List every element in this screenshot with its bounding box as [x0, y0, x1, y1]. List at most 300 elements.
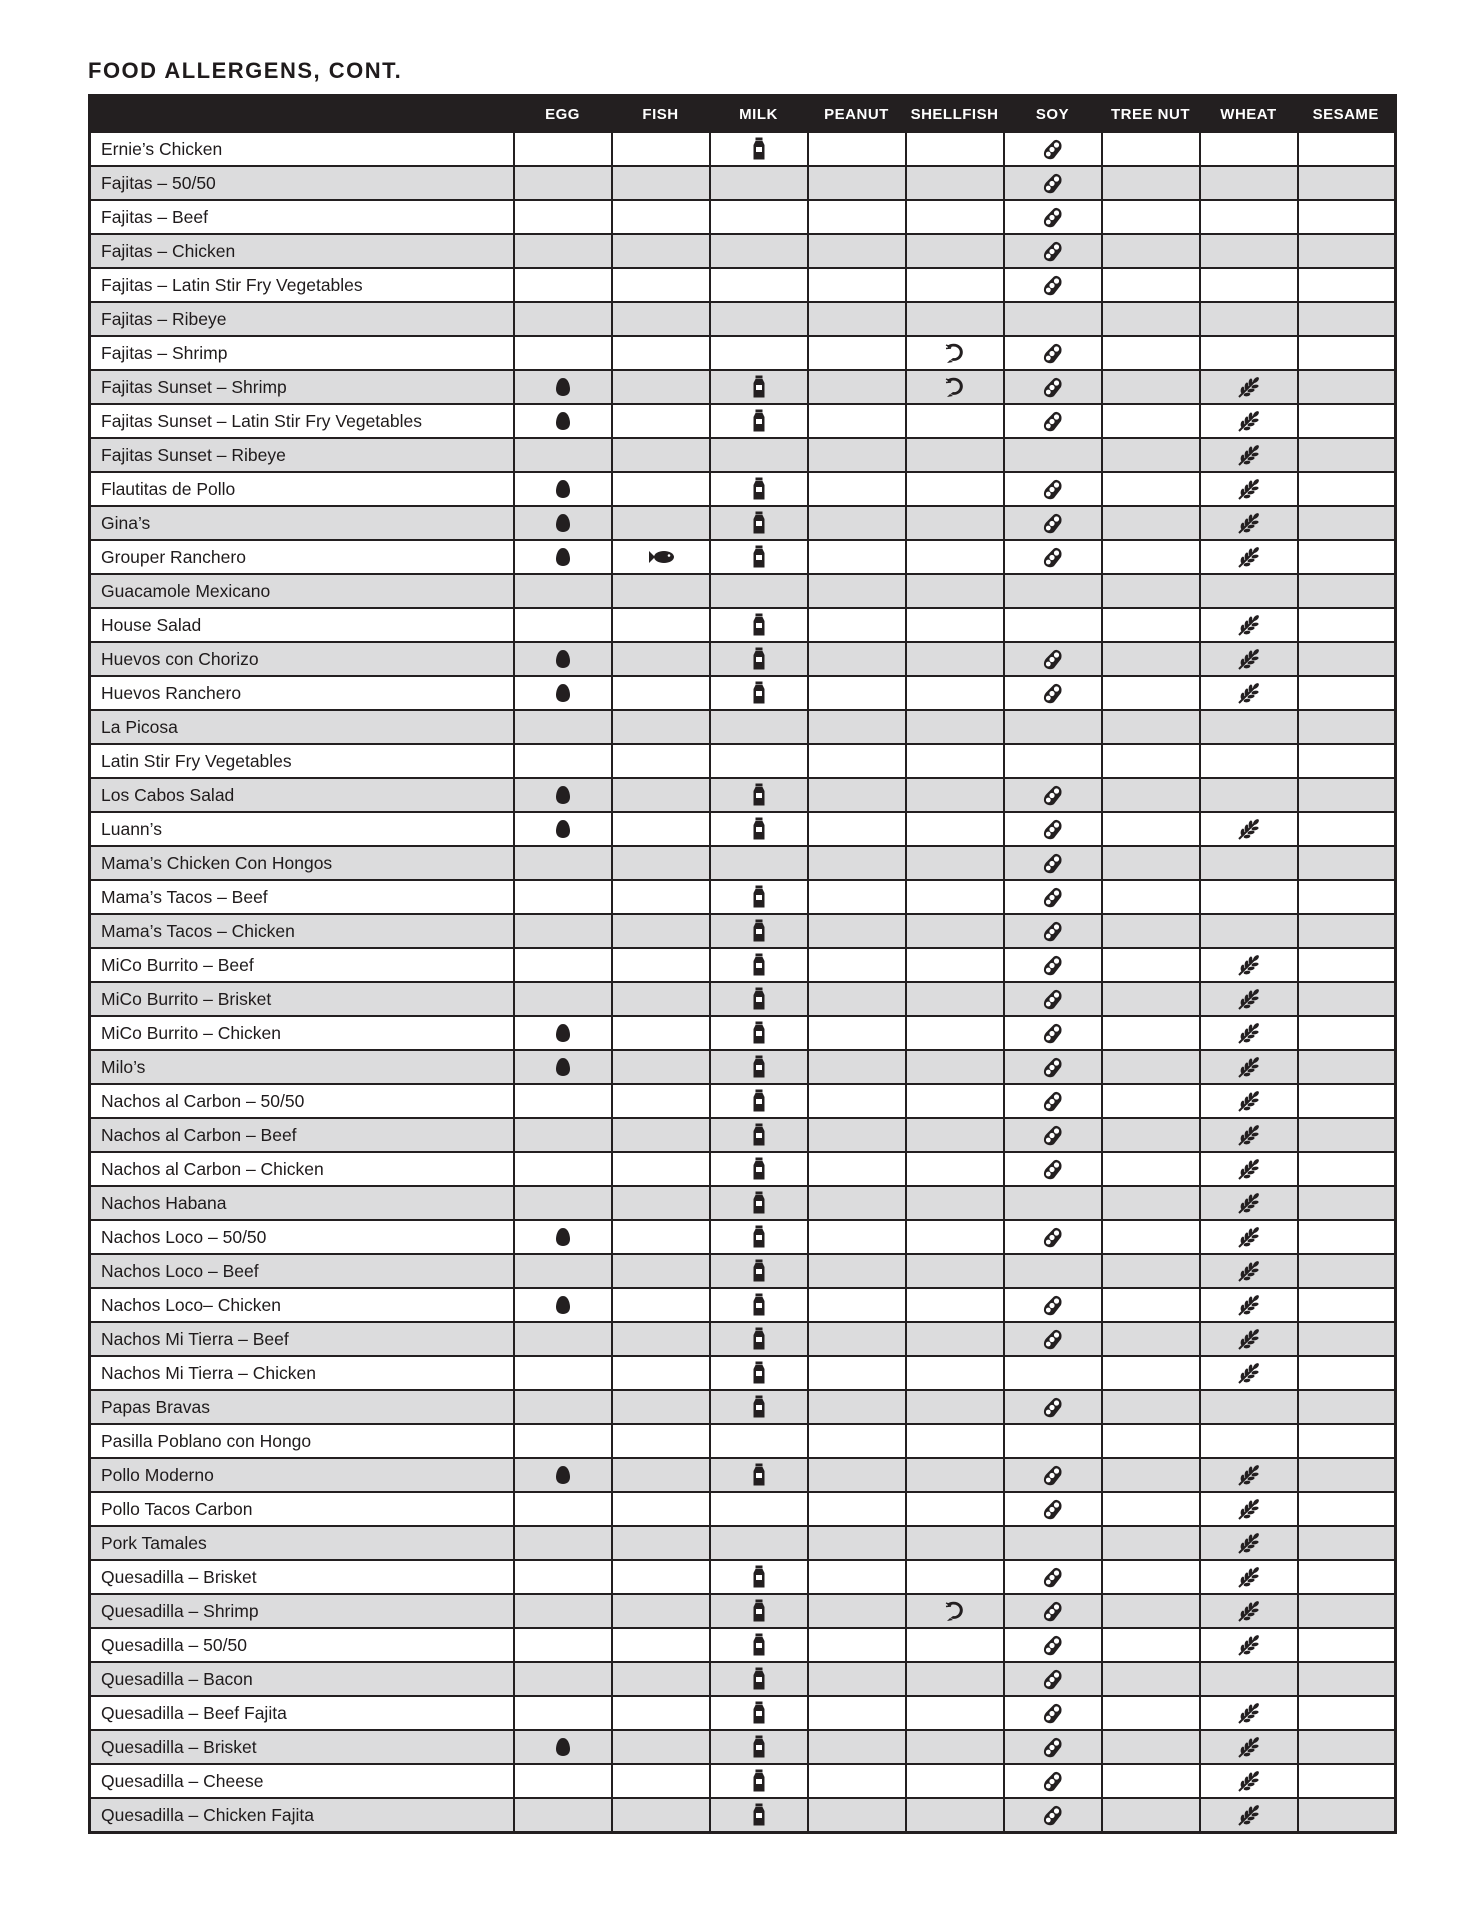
table-row — [90, 1594, 1396, 1628]
dish-name: Nachos al Carbon – Beef — [90, 1118, 514, 1152]
cell-peanut — [808, 982, 906, 1016]
fish-icon — [647, 549, 675, 565]
soybean-icon — [1042, 1634, 1064, 1656]
cell-wheat — [1200, 574, 1298, 608]
cell-fish — [612, 234, 710, 268]
cell-milk — [710, 1220, 808, 1254]
soybean-icon — [1042, 1056, 1064, 1078]
cell-milk — [710, 642, 808, 676]
table-row — [90, 744, 1396, 778]
cell-wheat — [1200, 234, 1298, 268]
cell-shellfish — [906, 1628, 1004, 1662]
cell-soy — [1004, 1458, 1102, 1492]
cell-fish — [612, 1628, 710, 1662]
cell-treenut — [1102, 1526, 1200, 1560]
table-row — [90, 1492, 1396, 1526]
cell-egg — [514, 1084, 612, 1118]
table-body — [90, 132, 1396, 1833]
cell-shellfish — [906, 132, 1004, 166]
wheat-icon — [1237, 988, 1261, 1010]
cell-shellfish — [906, 1424, 1004, 1458]
cell-fish — [612, 778, 710, 812]
cell-treenut — [1102, 1288, 1200, 1322]
cell-wheat — [1200, 812, 1298, 846]
cell-milk — [710, 744, 808, 778]
cell-treenut — [1102, 1050, 1200, 1084]
cell-fish — [612, 200, 710, 234]
dish-name: Latin Stir Fry Vegetables — [90, 744, 514, 778]
cell-sesame — [1298, 1764, 1396, 1798]
cell-egg — [514, 880, 612, 914]
table-row — [90, 574, 1396, 608]
table-row — [90, 506, 1396, 540]
cell-egg — [514, 1526, 612, 1560]
cell-shellfish — [906, 438, 1004, 472]
egg-icon — [555, 785, 571, 805]
cell-peanut — [808, 438, 906, 472]
cell-milk — [710, 200, 808, 234]
cell-egg — [514, 1254, 612, 1288]
cell-sesame — [1298, 1560, 1396, 1594]
cell-egg — [514, 1152, 612, 1186]
wheat-icon — [1237, 1532, 1261, 1554]
cell-egg — [514, 710, 612, 744]
cell-peanut — [808, 1730, 906, 1764]
cell-egg — [514, 1628, 612, 1662]
cell-soy — [1004, 200, 1102, 234]
cell-treenut — [1102, 166, 1200, 200]
cell-egg — [514, 1390, 612, 1424]
wheat-icon — [1237, 478, 1261, 500]
cell-shellfish — [906, 268, 1004, 302]
cell-treenut — [1102, 812, 1200, 846]
cell-wheat — [1200, 540, 1298, 574]
dish-name: Grouper Ranchero — [90, 540, 514, 574]
table-row — [90, 1696, 1396, 1730]
cell-soy — [1004, 438, 1102, 472]
table-row — [90, 948, 1396, 982]
cell-fish — [612, 268, 710, 302]
cell-shellfish — [906, 472, 1004, 506]
milk-bottle-icon — [752, 817, 766, 841]
soybean-icon — [1042, 648, 1064, 670]
cell-shellfish — [906, 1662, 1004, 1696]
table-row — [90, 1254, 1396, 1288]
dish-name: Fajitas – Chicken — [90, 234, 514, 268]
cell-sesame — [1298, 880, 1396, 914]
soybean-icon — [1042, 1804, 1064, 1826]
cell-shellfish — [906, 234, 1004, 268]
cell-soy — [1004, 1016, 1102, 1050]
cell-wheat — [1200, 1458, 1298, 1492]
cell-egg — [514, 200, 612, 234]
cell-wheat — [1200, 472, 1298, 506]
cell-egg — [514, 1356, 612, 1390]
milk-bottle-icon — [752, 1803, 766, 1827]
cell-sesame — [1298, 1016, 1396, 1050]
cell-fish — [612, 370, 710, 404]
soybean-icon — [1042, 852, 1064, 874]
cell-shellfish — [906, 1764, 1004, 1798]
dish-name: Fajitas – Ribeye — [90, 302, 514, 336]
cell-peanut — [808, 404, 906, 438]
cell-wheat — [1200, 1118, 1298, 1152]
cell-wheat — [1200, 132, 1298, 166]
cell-egg — [514, 642, 612, 676]
soybean-icon — [1042, 410, 1064, 432]
egg-icon — [555, 547, 571, 567]
cell-fish — [612, 846, 710, 880]
milk-bottle-icon — [752, 1633, 766, 1657]
cell-sesame — [1298, 302, 1396, 336]
cell-milk — [710, 1356, 808, 1390]
cell-fish — [612, 1254, 710, 1288]
cell-shellfish — [906, 812, 1004, 846]
dish-name: Los Cabos Salad — [90, 778, 514, 812]
cell-sesame — [1298, 948, 1396, 982]
dish-name: Nachos Mi Tierra – Chicken — [90, 1356, 514, 1390]
cell-egg — [514, 676, 612, 710]
cell-shellfish — [906, 914, 1004, 948]
cell-fish — [612, 404, 710, 438]
cell-milk — [710, 1322, 808, 1356]
cell-sesame — [1298, 778, 1396, 812]
cell-soy — [1004, 982, 1102, 1016]
cell-milk — [710, 676, 808, 710]
cell-soy — [1004, 710, 1102, 744]
cell-soy — [1004, 914, 1102, 948]
milk-bottle-icon — [752, 1395, 766, 1419]
cell-egg — [514, 1016, 612, 1050]
milk-bottle-icon — [752, 137, 766, 161]
milk-bottle-icon — [752, 477, 766, 501]
wheat-icon — [1237, 1770, 1261, 1792]
cell-wheat — [1200, 710, 1298, 744]
cell-soy — [1004, 1662, 1102, 1696]
cell-peanut — [808, 234, 906, 268]
cell-shellfish — [906, 1560, 1004, 1594]
dish-name: Nachos al Carbon – 50/50 — [90, 1084, 514, 1118]
cell-milk — [710, 812, 808, 846]
cell-wheat — [1200, 676, 1298, 710]
cell-treenut — [1102, 744, 1200, 778]
cell-sesame — [1298, 1152, 1396, 1186]
cell-milk — [710, 1084, 808, 1118]
dish-name: Nachos Habana — [90, 1186, 514, 1220]
cell-fish — [612, 744, 710, 778]
dish-name: Mama’s Chicken Con Hongos — [90, 846, 514, 880]
dish-name: Nachos al Carbon – Chicken — [90, 1152, 514, 1186]
milk-bottle-icon — [752, 1021, 766, 1045]
wheat-icon — [1237, 682, 1261, 704]
cell-egg — [514, 1662, 612, 1696]
cell-shellfish — [906, 846, 1004, 880]
cell-peanut — [808, 370, 906, 404]
header-item-column — [90, 96, 514, 133]
cell-egg — [514, 744, 612, 778]
cell-peanut — [808, 1628, 906, 1662]
cell-egg — [514, 1288, 612, 1322]
cell-wheat — [1200, 1152, 1298, 1186]
cell-sesame — [1298, 1458, 1396, 1492]
cell-wheat — [1200, 1628, 1298, 1662]
cell-wheat — [1200, 1730, 1298, 1764]
cell-milk — [710, 608, 808, 642]
cell-milk — [710, 880, 808, 914]
dish-name: MiCo Burrito – Brisket — [90, 982, 514, 1016]
cell-fish — [612, 642, 710, 676]
soybean-icon — [1042, 682, 1064, 704]
cell-milk — [710, 914, 808, 948]
cell-milk — [710, 1526, 808, 1560]
cell-soy — [1004, 132, 1102, 166]
cell-egg — [514, 404, 612, 438]
soybean-icon — [1042, 988, 1064, 1010]
cell-shellfish — [906, 1356, 1004, 1390]
cell-sesame — [1298, 1254, 1396, 1288]
cell-treenut — [1102, 200, 1200, 234]
cell-egg — [514, 1458, 612, 1492]
dish-name: Pork Tamales — [90, 1526, 514, 1560]
soybean-icon — [1042, 1498, 1064, 1520]
cell-fish — [612, 1084, 710, 1118]
allergen-table — [88, 94, 1397, 1834]
soybean-icon — [1042, 886, 1064, 908]
dish-name: Pasilla Poblano con Hongo — [90, 1424, 514, 1458]
cell-egg — [514, 132, 612, 166]
cell-treenut — [1102, 778, 1200, 812]
cell-shellfish — [906, 574, 1004, 608]
cell-wheat — [1200, 1322, 1298, 1356]
table-row — [90, 1764, 1396, 1798]
egg-icon — [555, 1227, 571, 1247]
cell-treenut — [1102, 1016, 1200, 1050]
cell-treenut — [1102, 540, 1200, 574]
cell-egg — [514, 574, 612, 608]
dish-name: House Salad — [90, 608, 514, 642]
dish-name: MiCo Burrito – Beef — [90, 948, 514, 982]
cell-fish — [612, 302, 710, 336]
cell-shellfish — [906, 1118, 1004, 1152]
cell-sesame — [1298, 1186, 1396, 1220]
cell-sesame — [1298, 1220, 1396, 1254]
shrimp-icon — [944, 1600, 966, 1622]
cell-milk — [710, 1730, 808, 1764]
cell-fish — [612, 1696, 710, 1730]
cell-treenut — [1102, 1560, 1200, 1594]
cell-soy — [1004, 1186, 1102, 1220]
table-row — [90, 846, 1396, 880]
dish-name: Nachos Loco – Beef — [90, 1254, 514, 1288]
wheat-icon — [1237, 1226, 1261, 1248]
cell-soy — [1004, 1764, 1102, 1798]
cell-egg — [514, 1186, 612, 1220]
cell-shellfish — [906, 880, 1004, 914]
cell-milk — [710, 1798, 808, 1833]
cell-sesame — [1298, 846, 1396, 880]
cell-sesame — [1298, 1628, 1396, 1662]
cell-peanut — [808, 1492, 906, 1526]
cell-egg — [514, 336, 612, 370]
milk-bottle-icon — [752, 885, 766, 909]
soybean-icon — [1042, 1770, 1064, 1792]
wheat-icon — [1237, 1294, 1261, 1316]
cell-soy — [1004, 778, 1102, 812]
cell-treenut — [1102, 1696, 1200, 1730]
cell-sesame — [1298, 200, 1396, 234]
milk-bottle-icon — [752, 511, 766, 535]
soybean-icon — [1042, 138, 1064, 160]
cell-peanut — [808, 1356, 906, 1390]
cell-soy — [1004, 1152, 1102, 1186]
wheat-icon — [1237, 1124, 1261, 1146]
cell-egg — [514, 302, 612, 336]
cell-treenut — [1102, 370, 1200, 404]
table-row — [90, 336, 1396, 370]
wheat-icon — [1237, 1056, 1261, 1078]
wheat-icon — [1237, 410, 1261, 432]
soybean-icon — [1042, 1124, 1064, 1146]
cell-shellfish — [906, 404, 1004, 438]
table-row — [90, 234, 1396, 268]
cell-treenut — [1102, 1152, 1200, 1186]
table-row — [90, 642, 1396, 676]
header-row — [90, 96, 1396, 133]
milk-bottle-icon — [752, 1463, 766, 1487]
milk-bottle-icon — [752, 783, 766, 807]
cell-fish — [612, 438, 710, 472]
cell-milk — [710, 846, 808, 880]
milk-bottle-icon — [752, 919, 766, 943]
cell-soy — [1004, 336, 1102, 370]
milk-bottle-icon — [752, 1327, 766, 1351]
dish-name: Fajitas – Beef — [90, 200, 514, 234]
cell-shellfish — [906, 1016, 1004, 1050]
cell-shellfish — [906, 982, 1004, 1016]
cell-soy — [1004, 812, 1102, 846]
cell-wheat — [1200, 778, 1298, 812]
cell-egg — [514, 1594, 612, 1628]
cell-treenut — [1102, 608, 1200, 642]
cell-peanut — [808, 1186, 906, 1220]
cell-wheat — [1200, 166, 1298, 200]
cell-milk — [710, 234, 808, 268]
cell-milk — [710, 1696, 808, 1730]
cell-sesame — [1298, 914, 1396, 948]
cell-shellfish — [906, 370, 1004, 404]
cell-soy — [1004, 1560, 1102, 1594]
dish-name: Quesadilla – Cheese — [90, 1764, 514, 1798]
milk-bottle-icon — [752, 987, 766, 1011]
wheat-icon — [1237, 1600, 1261, 1622]
cell-wheat — [1200, 1084, 1298, 1118]
cell-sesame — [1298, 1118, 1396, 1152]
cell-fish — [612, 982, 710, 1016]
dish-name: Gina’s — [90, 506, 514, 540]
cell-milk — [710, 438, 808, 472]
cell-wheat — [1200, 404, 1298, 438]
cell-treenut — [1102, 948, 1200, 982]
cell-fish — [612, 506, 710, 540]
cell-sesame — [1298, 1492, 1396, 1526]
cell-wheat — [1200, 1016, 1298, 1050]
header-egg: EGG — [514, 96, 612, 133]
wheat-icon — [1237, 1158, 1261, 1180]
wheat-icon — [1237, 648, 1261, 670]
cell-soy — [1004, 1118, 1102, 1152]
cell-treenut — [1102, 1356, 1200, 1390]
cell-wheat — [1200, 336, 1298, 370]
soybean-icon — [1042, 342, 1064, 364]
milk-bottle-icon — [752, 1191, 766, 1215]
cell-peanut — [808, 880, 906, 914]
egg-icon — [555, 649, 571, 669]
cell-peanut — [808, 1696, 906, 1730]
cell-sesame — [1298, 506, 1396, 540]
cell-peanut — [808, 472, 906, 506]
dish-name: Quesadilla – Chicken Fajita — [90, 1798, 514, 1833]
cell-fish — [612, 1050, 710, 1084]
cell-soy — [1004, 1050, 1102, 1084]
cell-milk — [710, 982, 808, 1016]
cell-sesame — [1298, 574, 1396, 608]
cell-egg — [514, 268, 612, 302]
cell-peanut — [808, 642, 906, 676]
soybean-icon — [1042, 1294, 1064, 1316]
dish-name: Fajitas Sunset – Ribeye — [90, 438, 514, 472]
wheat-icon — [1237, 1192, 1261, 1214]
cell-wheat — [1200, 948, 1298, 982]
cell-soy — [1004, 268, 1102, 302]
egg-icon — [555, 1295, 571, 1315]
cell-fish — [612, 336, 710, 370]
cell-treenut — [1102, 1186, 1200, 1220]
soybean-icon — [1042, 1328, 1064, 1350]
shrimp-icon — [944, 342, 966, 364]
cell-milk — [710, 1662, 808, 1696]
cell-wheat — [1200, 1560, 1298, 1594]
cell-peanut — [808, 846, 906, 880]
milk-bottle-icon — [752, 953, 766, 977]
cell-egg — [514, 1220, 612, 1254]
table-row — [90, 404, 1396, 438]
cell-wheat — [1200, 1594, 1298, 1628]
cell-wheat — [1200, 880, 1298, 914]
cell-shellfish — [906, 1050, 1004, 1084]
wheat-icon — [1237, 1090, 1261, 1112]
cell-milk — [710, 1186, 808, 1220]
soybean-icon — [1042, 1668, 1064, 1690]
wheat-icon — [1237, 1736, 1261, 1758]
cell-peanut — [808, 1764, 906, 1798]
cell-shellfish — [906, 302, 1004, 336]
cell-sesame — [1298, 404, 1396, 438]
cell-milk — [710, 404, 808, 438]
cell-soy — [1004, 1526, 1102, 1560]
dish-name: Nachos Loco – 50/50 — [90, 1220, 514, 1254]
cell-shellfish — [906, 1798, 1004, 1833]
egg-icon — [555, 1057, 571, 1077]
milk-bottle-icon — [752, 647, 766, 671]
soybean-icon — [1042, 546, 1064, 568]
dish-name: Quesadilla – Brisket — [90, 1730, 514, 1764]
cell-wheat — [1200, 1696, 1298, 1730]
cell-shellfish — [906, 1526, 1004, 1560]
cell-treenut — [1102, 1730, 1200, 1764]
dish-name: Huevos con Chorizo — [90, 642, 514, 676]
cell-peanut — [808, 1084, 906, 1118]
cell-sesame — [1298, 1084, 1396, 1118]
